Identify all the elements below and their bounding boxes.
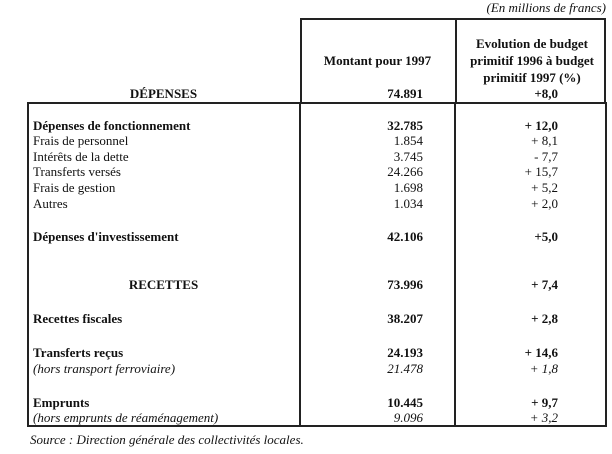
table-row bbox=[27, 86, 607, 102]
row-label: Dépenses de fonctionnement bbox=[33, 118, 191, 133]
row-amount: 32.785 bbox=[387, 118, 423, 133]
row-label: (hors emprunts de réaménagement) bbox=[33, 410, 219, 425]
row-evolution: + 8,1 bbox=[531, 133, 558, 148]
row-amount: 9.096 bbox=[393, 410, 423, 425]
table-row bbox=[27, 311, 607, 327]
header-evolution-line: Evolution de budget bbox=[476, 36, 588, 51]
row-evolution: + 9,7 bbox=[531, 395, 558, 410]
row-amount: 42.106 bbox=[387, 229, 423, 244]
row-evolution: + 2,8 bbox=[531, 311, 558, 326]
row-label: Dépenses d'investissement bbox=[33, 229, 179, 244]
row-evolution: - 7,7 bbox=[534, 149, 558, 164]
header-evolution-line: primitif 1996 à budget bbox=[470, 53, 594, 68]
row-evolution: + 1,8 bbox=[529, 361, 558, 376]
row-amount: 1.698 bbox=[393, 180, 423, 195]
header-amount: Montant pour 1997 bbox=[323, 52, 432, 68]
table-row bbox=[27, 164, 607, 180]
row-evolution: +5,0 bbox=[534, 229, 558, 244]
row-evolution: + 5,2 bbox=[531, 180, 558, 195]
row-amount: 10.445 bbox=[387, 395, 423, 410]
row-amount: 24.193 bbox=[387, 345, 423, 360]
row-label: Intérêts de la dette bbox=[33, 149, 129, 164]
header-evolution-line: primitif 1997 (%) bbox=[483, 70, 581, 85]
table-row bbox=[27, 395, 607, 411]
row-evolution: + 3,2 bbox=[529, 410, 558, 425]
row-label: Frais de gestion bbox=[33, 180, 116, 195]
table-row bbox=[27, 149, 607, 165]
row-amount: 1.854 bbox=[393, 133, 423, 148]
row-amount: 74.891 bbox=[387, 86, 423, 101]
row-amount: 38.207 bbox=[387, 311, 423, 326]
row-amount: 3.745 bbox=[393, 149, 423, 164]
row-evolution: + 7,4 bbox=[531, 277, 558, 292]
table-row bbox=[27, 229, 607, 245]
row-label: Emprunts bbox=[33, 395, 90, 410]
row-amount: 24.266 bbox=[387, 164, 423, 179]
table-row bbox=[27, 180, 607, 196]
row-amount: 1.034 bbox=[393, 196, 423, 211]
row-amount: 73.996 bbox=[387, 277, 423, 292]
table-row bbox=[27, 277, 607, 293]
row-label: DÉPENSES bbox=[129, 86, 198, 101]
row-label: Frais de personnel bbox=[33, 133, 129, 148]
row-evolution: + 15,7 bbox=[524, 164, 558, 179]
row-label: Recettes fiscales bbox=[33, 311, 123, 326]
table-row bbox=[27, 196, 607, 212]
table-row bbox=[27, 345, 607, 361]
row-label: RECETTES bbox=[128, 277, 199, 292]
row-label: Autres bbox=[33, 196, 68, 211]
row-amount: 21.478 bbox=[387, 361, 423, 376]
unit-note: (En millions de francs) bbox=[486, 0, 606, 15]
row-evolution: +8,0 bbox=[534, 86, 558, 101]
row-label: Transferts reçus bbox=[33, 345, 124, 360]
table-row bbox=[27, 133, 607, 149]
row-label: Transferts versés bbox=[33, 164, 121, 179]
table-row bbox=[27, 361, 607, 377]
table-row bbox=[27, 118, 607, 134]
row-evolution: + 14,6 bbox=[524, 345, 558, 360]
row-evolution: + 12,0 bbox=[524, 118, 558, 133]
row-evolution: + 2,0 bbox=[531, 196, 558, 211]
row-label: (hors transport ferroviaire) bbox=[33, 361, 176, 376]
source-note: Source : Direction générale des collectivités locales. bbox=[30, 432, 304, 447]
table-row bbox=[27, 410, 607, 426]
